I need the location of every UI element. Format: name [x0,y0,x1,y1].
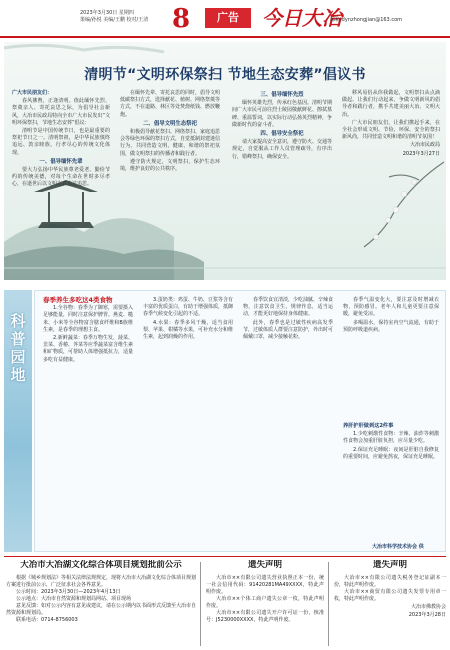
science-section-strip [4,290,32,552]
loss-notice-2 [334,560,446,646]
paragraph: 2.新鲜蔬菜：春季万物生发，菠菜、韭菜、香椿、荠菜等应季蔬菜富含维生素和矿物质，可帮助人体增强抵抗力，适量多吃有益健康。 [43,335,134,363]
subheading: 三、倡导缅怀先烈 [260,92,304,98]
feature-column-3 [232,90,332,162]
paragraph: 联系电话：0714-8756003 [16,617,78,623]
signoff-date: 2023年3月27日 [402,150,440,157]
science-column-4 [343,297,439,335]
column-separator [200,562,201,646]
subheading: 四、倡导安全祭祀 [260,131,304,138]
paragraph: 大冶市××有限公司遗失开户许可证一份，核准号：J5230000XXXX，特此声明作废。 [206,610,324,623]
paragraph: 大冶市××商贸有限公司遗失发票专用章一枚，特此声明作废。 [334,589,446,602]
email-address: 邮箱:dynzhongjian@163.com [330,17,403,23]
science-section-label: 科普园地 [10,312,26,384]
paragraph: 公示地点：大冶市自然资源和规划局网站、项目现场 [16,596,132,602]
paragraph: 1.全谷物：春季为了御寒，需要摄入足够能量，同时注意保护脾胃。燕麦、糙米、小米等全谷物富含膳食纤维和B族维生素，是春季的理想主食。 [43,305,134,333]
paragraph: 请大家提高安全意识，遵守防火、交通等规定，自觉服从工作人员管理疏导，有序出行，错峰祭扫，确保安全。 [232,139,333,160]
subheading: 一、倡导缅怀先辈 [39,158,83,165]
box-heading: 养肝护肝做到这2件事 [343,423,394,429]
ads-divider [4,556,446,557]
section-label: 广告 [205,8,251,28]
planning-notice-title: 大冶市大冶湖文化综合体项目规划批前公示 [20,560,182,570]
paragraph: 清明节是中国传统节日，也是最重要的祭祀节日之一。清明祭祖，是中华民族慎终追远、敦亲睦族、行孝尽心的传统文化体现。 [12,128,110,156]
page-number: 8 [172,4,191,34]
article-title: 春季养生多吃这4类食物 [43,296,113,304]
paragraph: 缅怀英雄先烈，传承红色基因。清明节期间广大市民可前往烈士陵园敬献鲜花、擦拭墓碑、重温誓词，以实际行动弘扬英烈精神，争做新时代的奋斗者。 [232,100,333,128]
signoff-organization: 大冶市民政局 [409,142,440,149]
paragraph: 多喝温水，保持室内空气流通，有助于预防呼吸道疾病。 [343,319,439,333]
masthead [0,0,450,38]
paragraph: 根据《城乡规划法》等相关法律法规规定，现将大冶市大冶湖文化综合体项目规划方案进行批前公示，广泛征求社会各界意见。 [6,575,196,588]
paragraph: 春季饮食宜清淡，少吃油腻、辛辣食物，注意饮食卫生，规律作息，适当运动，才能更好地保持身体健康。 [243,297,334,318]
source-credit: 大冶市科学技术协会 供 [372,544,424,550]
signoff-date: 2023年3月28日 [408,612,446,618]
issue-date: 2023年3月30日 星期四 [80,10,134,16]
paragraph: 此外，春季也是过敏性疾病高发季节，过敏体质人群要注意防护，外出时可佩戴口罩，减少接触花粉。 [243,319,334,341]
column-separator [328,562,329,646]
paragraph: 4.水果：春季多风干燥，适当食用梨、苹果、柑橘等水果，可补充水分和维生素，起到润燥的作用。 [143,319,234,341]
paragraph: 大冶市××有限公司遗失税务登记证副本一份，特此声明作废。 [334,575,446,588]
paragraph: 大冶市××有限公司遗失营业执照正本一份，统一社会信用代码：91420281MA49XXXX，特此声明作废。 [206,575,324,595]
paragraph: 积极倡导献花祭扫、网络祭扫、家庭追思会等绿色环保的祭扫方式，自觉抵制封建迷信行为，共同营造文明、健康、和谐的祭祀氛围，做文明祭扫的传播者和践行者。 [120,129,221,157]
paragraph: 意见反馈：如对公示内容有意见或建议，请在公示期内以书面形式反馈至大冶市自然资源和规划局。 [6,603,196,616]
paragraph: 大冶市××个体工商户遗失公章一枚，特此声明作废。 [206,596,324,609]
paragraph: 广大市民朋友们，让我们携起手来，在全社会形成文明、节俭、环保、安全的祭扫新风尚，共同营造文明和谐的清明节氛围！ [342,119,440,141]
newspaper-logo: 今日大冶 [262,6,342,30]
feature-panel [4,42,446,280]
signoff-organization: 大冶市佛教协会 [410,604,446,610]
paragraph: 遵守防火规定，文明祭扫，保护生态环境，维护良好的公共秩序。 [120,158,220,173]
paragraph: 春风拂煦，正逢清明。值此缅怀先烈、祭奠亲人、寄托哀思之际，为倡导社会新风，大冶市民政局特向全市广大市民发出“文明环保祭扫，节地生态安葬”倡议： [12,98,110,126]
science-panel [34,290,446,552]
paragraph: 1.少吃刺激性食物：辛辣、油炸等刺激性食物会加重肝脏负担，应尽量少吃。 [343,431,439,445]
feature-column-1 [12,90,110,190]
paragraph: 3.蛋奶类：鸡蛋、牛奶、豆浆等含有丰富的优质蛋白，有助于增强体质，抵御春季气候变化引起的不适。 [143,297,234,318]
loss-notice-title: 遗失声明 [247,560,282,570]
paragraph: 要大力弘扬中华民族尊老爱老、勤俭节约的传统美德，对每个生命在世时多尽孝心，在逝世后以文明方式表达追思。 [12,167,110,188]
science-column-1 [43,297,133,365]
planning-notice [6,560,196,646]
feature-column-4 [342,90,440,159]
liver-care-box [343,421,439,462]
subheading: 二、倡导文明生态祭祀 [143,120,197,127]
loss-notice-title: 遗失声明 [372,560,407,570]
paragraph: 春季气温变化大，要注意及时增减衣物，预防感冒。老年人和儿童更要注意保暖，避免受凉。 [343,297,439,318]
feature-column-2 [120,90,220,174]
paragraph: 公示时间：2023年3月30日—2023年4月13日 [16,589,121,595]
salutation: 广大市民朋友们： [12,90,53,96]
issue-meta [80,10,148,24]
paragraph: 移风易俗从你我做起，文明祭扫从点滴做起。让我们行动起来，争做文明新风的倡导者和践行者，携手共建美丽大冶、文明大冶。 [342,90,440,118]
issue-editors: 策编/孙悦 美编/王鹏 校对/王清 [80,17,149,23]
paragraph: 在缅怀先辈、寄托哀思的同时，倡导文明低碳祭扫方式，选择献花、植树、网络祭奠等方式，不在道路、林区等处焚烧纸钱、燃放鞭炮。 [120,90,221,118]
science-column-2 [143,297,233,342]
paragraph: 2.保证充足睡眠：夜间是肝脏自我修复的重要时间，应避免熬夜，保证充足睡眠。 [343,446,439,460]
science-column-3 [243,297,333,342]
loss-notice-1 [206,560,324,646]
proposal-title: 清明节“文明环保祭扫 节地生态安葬”倡议书 [84,67,366,83]
